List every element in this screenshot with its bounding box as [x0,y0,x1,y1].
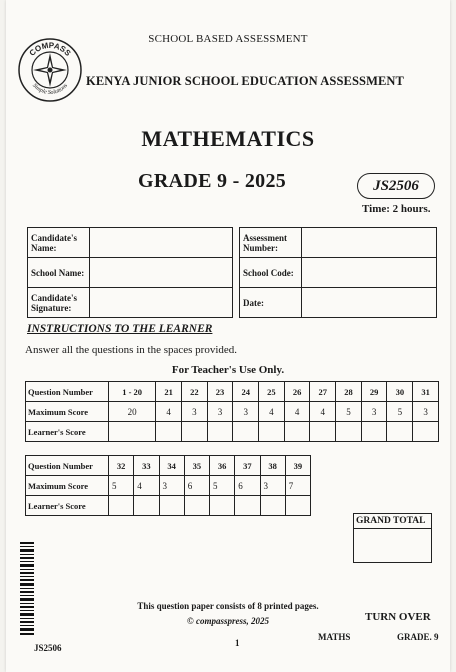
question-cell: 28 [336,382,362,402]
footer-grade: GRADE. 9 [397,632,439,642]
footer-subject: MATHS [318,632,351,642]
candidate-details-table [27,227,233,318]
turn-over-label: TURN OVER [365,611,431,623]
instructions-text: Answer all the questions in the spaces provided. [25,344,238,356]
max-score-cell: 4 [156,402,182,422]
logo-text-bottom: Simple Solutions [30,82,70,97]
question-cell: 21 [156,382,182,402]
learner-score-cell[interactable] [207,422,233,442]
learner-score-row [26,496,311,516]
max-score-cell: 4 [259,402,285,422]
grand-total-box[interactable] [353,513,432,563]
question-cell: 31 [413,382,439,402]
printed-pages-note: This question paper consists of 8 printed pages. [137,601,319,611]
learner-score-cell[interactable] [134,496,159,516]
learner-score-cell[interactable] [310,422,336,442]
learner-score-cell[interactable] [233,422,259,442]
page-number: 1 [235,638,240,648]
max-score-cell: 3 [159,476,184,496]
question-cell: 39 [285,456,310,476]
school-code-field[interactable] [302,258,437,288]
grade-title: GRADE 9 - 2025 [138,170,287,192]
date-field[interactable] [302,288,437,318]
question-cell: 22 [181,382,207,402]
max-score-cell: 3 [181,402,207,422]
max-score-cell: 3 [413,402,439,422]
question-cell: 33 [134,456,159,476]
row-label: Learner's Score [26,496,109,516]
question-cell: 1 - 20 [109,382,156,402]
maximum-score-row [26,402,439,422]
question-cell: 35 [184,456,209,476]
header-main-line: KENYA JUNIOR SCHOOL EDUCATION ASSESSMENT [86,74,404,88]
row-label: Question Number [26,382,109,402]
row-label: Maximum Score [26,402,109,422]
learner-score-cell[interactable] [413,422,439,442]
question-number-row [26,382,439,402]
max-score-cell: 4 [284,402,310,422]
question-cell: 38 [260,456,285,476]
learner-score-cell[interactable] [284,422,310,442]
time-allowed: Time: 2 hours. [362,203,431,215]
candidate-signature-label: Candidate's Signature: [28,288,90,318]
learner-score-cell[interactable] [181,422,207,442]
max-score-cell: 5 [210,476,235,496]
score-table-2 [25,455,311,516]
max-score-cell: 7 [285,476,310,496]
max-score-cell: 6 [184,476,209,496]
question-cell: 27 [310,382,336,402]
row-label: Learner's Score [26,422,109,442]
max-score-cell: 5 [109,476,134,496]
question-cell: 25 [259,382,285,402]
question-cell: 29 [361,382,387,402]
logo-text-top: COMPASS [27,40,73,58]
grand-total-label: GRAND TOTAL [354,514,431,529]
question-cell: 23 [207,382,233,402]
max-score-cell: 4 [310,402,336,422]
max-score-cell: 20 [109,402,156,422]
question-cell: 26 [284,382,310,402]
max-score-cell: 5 [387,402,413,422]
learner-score-cell[interactable] [235,496,260,516]
assessment-number-label: Assessment Number: [240,228,302,258]
question-cell: 30 [387,382,413,402]
learner-score-cell[interactable] [361,422,387,442]
learner-score-row [26,422,439,442]
header-top-line: SCHOOL BASED ASSESSMENT [148,33,308,45]
learner-score-cell[interactable] [260,496,285,516]
teacher-use-label: For Teacher's Use Only. [171,364,285,376]
learner-score-cell[interactable] [210,496,235,516]
question-cell: 34 [159,456,184,476]
learner-score-cell[interactable] [285,496,310,516]
subject-title: MATHEMATICS [141,126,315,151]
learner-score-cell[interactable] [159,496,184,516]
max-score-cell: 3 [260,476,285,496]
school-name-field[interactable] [90,258,233,288]
max-score-cell: 3 [207,402,233,422]
question-cell: 36 [210,456,235,476]
instructions-title: INSTRUCTIONS TO THE LEARNER [27,323,213,335]
learner-score-cell[interactable] [387,422,413,442]
learner-score-cell[interactable] [184,496,209,516]
school-name-label: School Name: [28,258,90,288]
max-score-cell: 4 [134,476,159,496]
date-label: Date: [240,288,302,318]
compass-logo-icon [16,36,84,104]
max-score-cell: 6 [235,476,260,496]
question-cell: 32 [109,456,134,476]
row-label: Question Number [26,456,109,476]
max-score-cell: 3 [361,402,387,422]
max-score-cell: 3 [233,402,259,422]
score-table-1 [25,381,439,442]
learner-score-cell[interactable] [109,422,156,442]
question-number-row [26,456,311,476]
paper-code-badge: JS2506 [357,173,435,199]
learner-score-cell[interactable] [336,422,362,442]
candidate-name-label: Candidate's Name: [28,228,90,258]
learner-score-cell[interactable] [156,422,182,442]
row-label: Maximum Score [26,476,109,496]
footer-paper-code: JS2506 [34,643,62,653]
school-code-label: School Code: [240,258,302,288]
assessment-number-field[interactable] [302,228,437,258]
max-score-cell: 5 [336,402,362,422]
assessment-details-table [239,227,437,318]
learner-score-cell[interactable] [109,496,134,516]
question-cell: 24 [233,382,259,402]
candidate-signature-field[interactable] [90,288,233,318]
question-cell: 37 [235,456,260,476]
candidate-name-field[interactable] [90,228,233,258]
maximum-score-row [26,476,311,496]
copyright-note: © compasspress, 2025 [187,616,269,626]
learner-score-cell[interactable] [259,422,285,442]
